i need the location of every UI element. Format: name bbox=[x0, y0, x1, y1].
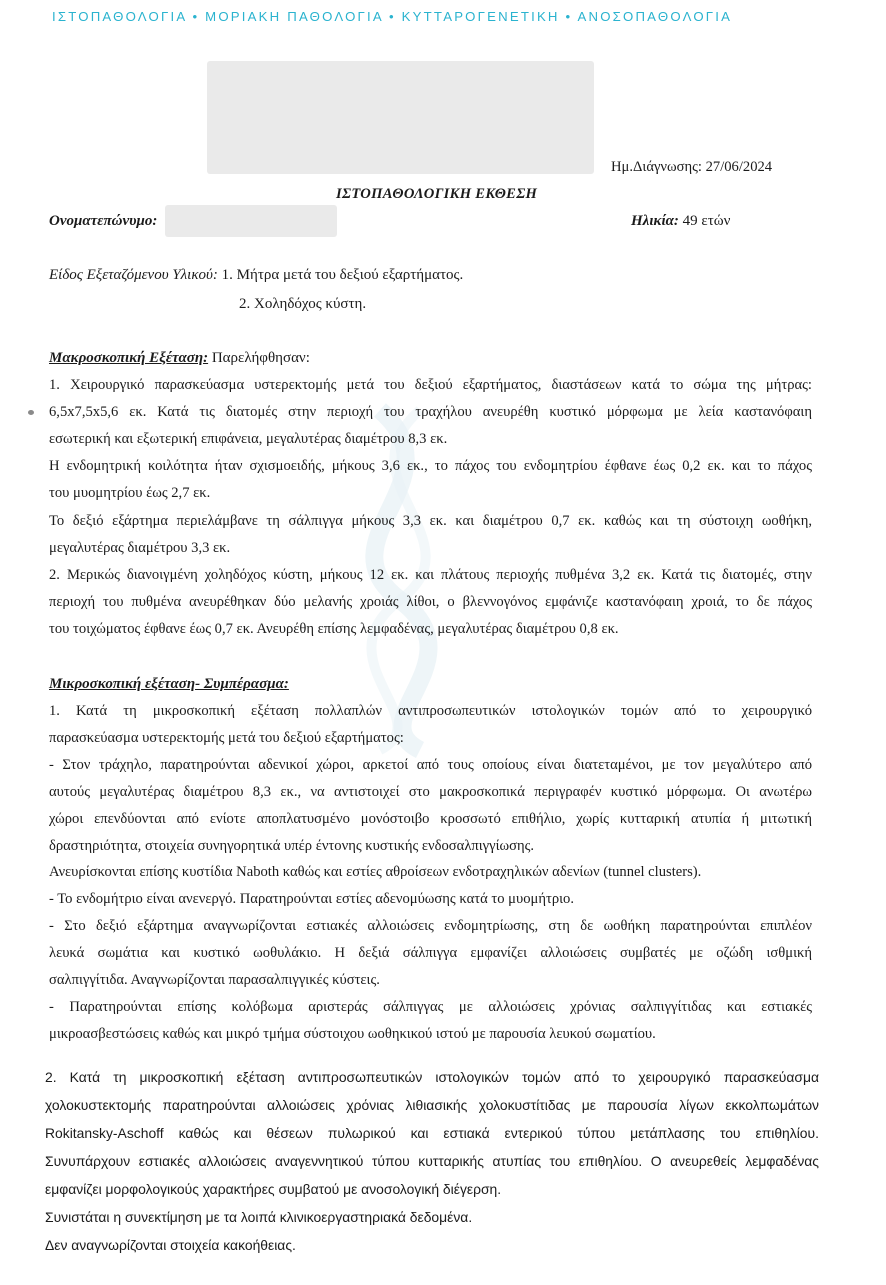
macro-line: μεγαλυτέρας διαμέτρου 3,3 εκ. bbox=[49, 540, 231, 556]
redacted-lab-logo bbox=[207, 61, 594, 174]
micro-conclusion-line: 2. Κατά τη μικροσκοπική εξέταση αντιπροσωπευτικών ιστολογικών τομών από το χειρουργικό παρασκεύασμα bbox=[45, 1069, 819, 1085]
macroscopic-heading-label: Μακροσκοπική Εξέταση: bbox=[49, 350, 209, 366]
micro-line: αυτούς μεγαλυτέρας διαμέτρου 8,3 εκ., να αντιστοιχεί στο μακροσκοπικά περιγραφέν κυστικό μόρφωμα. Οι ανωτέρω bbox=[49, 784, 812, 800]
macro-line: του μυομητρίου έως 2,7 εκ. bbox=[49, 485, 211, 501]
macro-line: Η ενδομητρική κοιλότητα ήταν σχισμοειδής, μήκους 3,6 εκ., το πάχος του ενδομητρίου έφθανε έως 0,2 εκ. και το πάχος bbox=[49, 458, 812, 474]
macro-line: του τοιχώματος έφθανε έως 0,7 εκ. Ανευρέθη επίσης λεμφαδένας, μεγαλυτέρας διαμέτρου 0,8 εκ. bbox=[49, 621, 619, 637]
micro-line: - Παρατηρούνται επίσης κολόβωμα αριστεράς σάλπιγγας με αλλοιώσεις χρόνιας σαλπιγγίτιδας και εστιακές bbox=[49, 999, 812, 1015]
micro-line: σαλπιγγίτιδα. Αναγνωρίζονται παρασαλπιγγικές κύστεις. bbox=[49, 972, 380, 988]
macro-line: 6,5x7,5x5,6 εκ. Κατά τις διατομές στην περιοχή του τραχήλου ανευρέθη κυστικό μόρφωμα με λεία καστανόφαιη bbox=[49, 404, 812, 420]
macro-line: εσωτερική και εξωτερική επιφάνεια, μεγαλυτέρας διαμέτρου 8,3 εκ. bbox=[49, 431, 448, 447]
micro-conclusion-line: Rokitansky-Aschoff καθώς και θέσεων πυλωρικού και εστιακά εντερικού τύπου μετάπλασης του επιθηλίου. bbox=[45, 1125, 819, 1141]
micro-line: - Στο δεξιό εξάρτημα αναγνωρίζονται εστιακές αλλοιώσεις ενδομητρίωσης, στη δε ωοθήκη παρατηρούνται επιπλέον bbox=[49, 918, 812, 934]
micro-line: δραστηριότητα, στοιχεία συνηγορητικά υπέρ έντονης κυστικής ενδοσαλπιγγίωσης. bbox=[49, 838, 535, 854]
micro-line: χώροι επενδύονται από ενίοτε αποπλατυσμένο μονόστοιβο κροσσωτό επιθήλιο, χωρίς κυτταρική ατυπία ή μιτωτική bbox=[49, 811, 812, 827]
age-label: Ηλικία: bbox=[631, 213, 679, 229]
macro-line: περιοχή του πυθμένα ανευρέθηκαν δύο μελανής χροιάς λίθοι, ο βλεννογόνος εμφάνιζε καστανόφαιη χροιά, το δε πάχος bbox=[49, 594, 812, 610]
specimen-type bbox=[49, 267, 463, 284]
macroscopic-intro: Παρελήφθησαν: bbox=[211, 350, 310, 366]
scan-speck bbox=[28, 410, 34, 415]
report-title: ΙΣΤΟΠΑΘΟΛΟΓΙΚΗ ΕΚΘΕΣΗ bbox=[336, 186, 538, 202]
micro-conclusion-line: Δεν αναγνωρίζονται στοιχεία κακοήθειας. bbox=[45, 1237, 296, 1253]
micro-conclusion-line: εμφανίζει μορφολογικούς χαρακτήρες συμβατού με ανοσολογική διέγερση. bbox=[45, 1181, 502, 1197]
micro-line: - Στον τράχηλο, παρατηρούνται αδενικοί χώροι, αρκετοί από τους οποίους είναι διατεταμένοι, με τον μεγαλύτερο από bbox=[49, 757, 812, 773]
specimen-label: Είδος Εξεταζόμενου Υλικού: bbox=[49, 267, 218, 283]
specimen-item: 1. Μήτρα μετά του δεξιού εξαρτήματος. bbox=[221, 267, 464, 283]
micro-conclusion-line: Συνυπάρχουν εστιακές αλλοιώσεις αναγεννητικού τύπου κυτταρικής ατυπίας του επιθηλίου. Ο ανευρεθείς λεμφαδένας bbox=[45, 1153, 819, 1169]
micro-line: 1. Κατά τη μικροσκοπική εξέταση πολλαπλών αντιπροσωπευτικών ιστολογικών τομών από το χειρουργικό bbox=[49, 703, 812, 719]
micro-conclusion-line: Συνιστάται η συνεκτίμηση με τα λοιπά κλινικοεργαστηριακά δεδομένα. bbox=[45, 1209, 473, 1225]
age-value: 49 ετών bbox=[682, 213, 731, 229]
micro-line: μικροασβεστώσεις καθώς και μικρό τμήμα σύστοιχου ωοθηκικού ιστού με παρουσία λευκού σωματίου. bbox=[49, 1026, 656, 1042]
macro-line: 2. Μερικώς διανοιγμένη χοληδόχος κύστη, μήκους 12 εκ. και πλάτους περιοχής πυθμένα 3,2 εκ. Κατά τις διατομές, στην bbox=[49, 567, 812, 583]
redacted-patient-name bbox=[165, 205, 337, 237]
lab-specialties-header: ΙΣΤΟΠΑΘΟΛΟΓΙΑ • ΜΟΡΙΑΚΗ ΠΑΘΟΛΟΓΙΑ • ΚΥΤΤΑΡΟΓΕΝΕΤΙΚΗ • ΑΝΟΣΟΠΑΘΟΛΟΓΙΑ bbox=[52, 9, 733, 24]
micro-line: λευκά σωμάτια και κυστικό ωοθυλάκιο. Η δεξιά σάλπιγγα εμφανίζει αλλοιώσεις συμβατές με οζώδη ισθμική bbox=[49, 945, 812, 961]
patient-name-label: Ονοματεπώνυμο: bbox=[49, 213, 158, 229]
patient-age bbox=[631, 213, 730, 230]
macro-line: Το δεξιό εξάρτημα περιελάμβανε τη σάλπιγγα μήκους 3,3 εκ. και διαμέτρου 0,7 εκ. καθώς και τη σύστοιχη ωοθήκη, bbox=[49, 513, 812, 529]
micro-line: παρασκεύασμα υστερεκτομής μετά του δεξιού εξαρτήματος: bbox=[49, 730, 404, 746]
specimen-item: 2. Χοληδόχος κύστη. bbox=[239, 296, 367, 312]
microscopic-section-heading: Μικροσκοπική εξέταση- Συμπέρασμα: bbox=[49, 676, 289, 692]
micro-line: - Το ενδομήτριο είναι ανενεργό. Παρατηρούνται εστίες αδενομύωσης κατά το μυομήτριο. bbox=[49, 891, 575, 907]
macroscopic-section-heading bbox=[49, 350, 310, 367]
micro-line: Ανευρίσκονται επίσης κυστίδια Naboth καθώς και εστίες αθροίσεων ενδοτραχηλικών αδενίων (tunnel clusters). bbox=[49, 864, 702, 880]
diagnosis-date: Ημ.Διάγνωσης: 27/06/2024 bbox=[611, 159, 773, 175]
micro-conclusion-line: χολοκυστεκτομής παρατηρούνται αλλοιώσεις χρόνιας λιθιασικής χολοκυστίτιδας με παρουσία λίγων εκκολπωμάτων bbox=[45, 1097, 819, 1113]
macro-line: 1. Χειρουργικό παρασκεύασμα υστερεκτομής μετά του δεξιού εξαρτήματος, διαστάσεων κατά το σώμα της μήτρας: bbox=[49, 377, 812, 393]
